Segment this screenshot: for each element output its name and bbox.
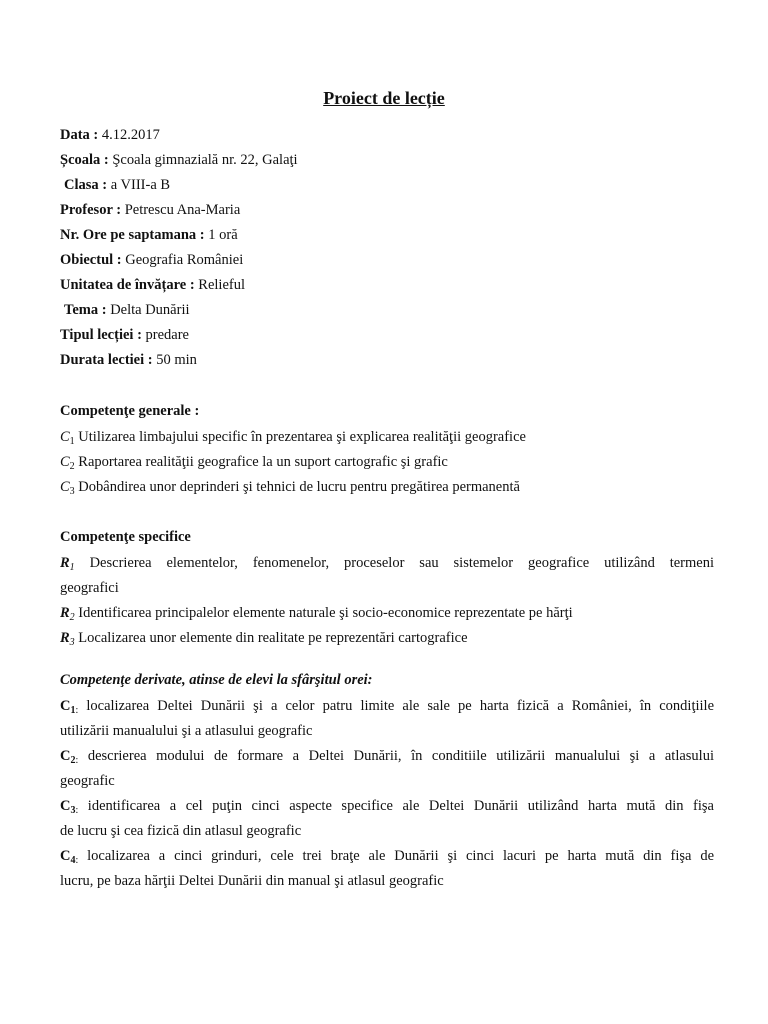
competence-code: R [60, 630, 70, 646]
competence-text: identificarea a cel puţin cinci aspecte specifice ale Deltei Dunării utilizând harta mută din fişa [87, 798, 714, 814]
competence-sub: 1 [70, 705, 76, 716]
info-value: Şcoala gimnazială nr. 22, Galaţi [112, 152, 298, 168]
competence-sub: 1 [69, 562, 75, 573]
info-tipul [60, 326, 189, 344]
info-value: 4.12.2017 [101, 127, 160, 143]
competence-item [60, 697, 714, 720]
competence-text-continued: geografici [60, 580, 119, 596]
competence-code: C [60, 848, 71, 864]
info-value: Delta Dunării [110, 302, 190, 318]
info-value: 1 oră [208, 227, 238, 243]
section-heading-specifice: Competenţe specifice [60, 529, 191, 545]
info-value: a VIII-a B [110, 177, 171, 193]
info-value: Petrescu Ana-Maria [124, 202, 241, 218]
competence-item [60, 428, 526, 451]
info-value: Geografia României [125, 252, 244, 268]
competence-code: C [60, 454, 70, 470]
info-obiectul [60, 251, 243, 269]
info-unitatea [60, 276, 245, 294]
competence-sub: 3 [69, 637, 75, 648]
competence-text-continued: geografic [60, 773, 115, 789]
competence-text: descrierea modului de formare a Deltei Dunării, în conditiile utilizării manualului şi a atlasului [87, 748, 714, 764]
info-durata [60, 351, 197, 369]
competence-sub: 4 [70, 855, 76, 866]
info-data [60, 126, 160, 144]
document-title: Proiect de lecție [323, 88, 445, 108]
competence-code: C [60, 429, 70, 445]
competence-code: C [60, 748, 71, 764]
competence-code: C [60, 798, 71, 814]
info-profesor [60, 201, 240, 219]
info-label: Tipul lecției : [60, 327, 142, 343]
info-label: Clasa : [64, 177, 108, 193]
section-heading-generale: Competenţe generale : [60, 403, 200, 419]
competence-item [60, 478, 520, 501]
competence-text-continued: utilizării manualului şi a atlasului geografic [60, 723, 313, 739]
competence-punct: : [75, 855, 79, 866]
competence-code: R [60, 555, 70, 571]
info-label: Unitatea de învățare : [60, 277, 195, 293]
competence-item [60, 747, 714, 770]
info-label: Nr. Ore pe saptamana : [60, 227, 205, 243]
competence-text: Identificarea principalelor elemente naturale şi socio-economice reprezentate pe hărţi [78, 605, 573, 621]
competence-text: localizarea a cinci grinduri, cele trei braţe ale Dunării şi cinci lacuri pe harta mută din fişa de [87, 848, 715, 864]
info-label: Durata lectiei : [60, 352, 153, 368]
competence-sub: 2 [69, 461, 75, 472]
competence-sub: 2 [70, 755, 76, 766]
info-label: Data : [60, 127, 99, 143]
competence-code: C [60, 479, 70, 495]
competence-punct: : [75, 755, 79, 766]
competence-code: C [60, 698, 71, 714]
info-label: Profesor : [60, 202, 122, 218]
competence-text: Raportarea realităţii geografice la un suport cartografic şi grafic [78, 454, 448, 470]
competence-sub: 2 [69, 612, 75, 623]
info-label: Obiectul : [60, 252, 122, 268]
info-ore [60, 226, 238, 244]
competence-code: R [60, 605, 70, 621]
competence-sub: 1 [69, 436, 75, 447]
info-tema [64, 301, 190, 319]
competence-item [60, 604, 573, 627]
competence-text-continued: de lucru şi cea fizică din atlasul geografic [60, 823, 302, 839]
competence-text: Dobândirea unor deprinderi şi tehnici de lucru pentru pregătirea permanentă [78, 479, 520, 495]
competence-text: Descrierea elementelor, fenomenelor, proceselor sau sistemelor geografice utilizând termeni [89, 555, 715, 571]
info-label: Tema : [64, 302, 107, 318]
competence-item [60, 453, 448, 476]
competence-text: localizarea Deltei Dunării şi a celor patru limite ale sale pe harta fizică a României, în condiţiile [86, 698, 714, 714]
competence-item [60, 797, 714, 820]
section-heading-derivate: Competenţe derivate, atinse de elevi la sfârşitul orei: [60, 672, 373, 688]
competence-text-continued: lucru, pe baza hărţii Deltei Dunării din manual şi atlasul geografic [60, 873, 444, 889]
competence-sub: 3 [69, 486, 75, 497]
competence-punct: : [75, 705, 79, 716]
competence-sub: 3 [70, 805, 76, 816]
competence-text: Utilizarea limbajului specific în prezentarea şi explicarea realităţii geografice [78, 429, 526, 445]
info-value: 50 min [156, 352, 197, 368]
info-label: Școala : [60, 152, 109, 168]
info-value: Relieful [198, 277, 245, 293]
competence-item [60, 554, 714, 577]
competence-item [60, 847, 714, 870]
competence-punct: : [75, 805, 79, 816]
competence-text: Localizarea unor elemente din realitate pe reprezentări cartografice [78, 630, 468, 646]
competence-item [60, 629, 468, 652]
info-clasa [64, 176, 170, 194]
info-value: predare [145, 327, 189, 343]
info-scoala [60, 151, 298, 169]
